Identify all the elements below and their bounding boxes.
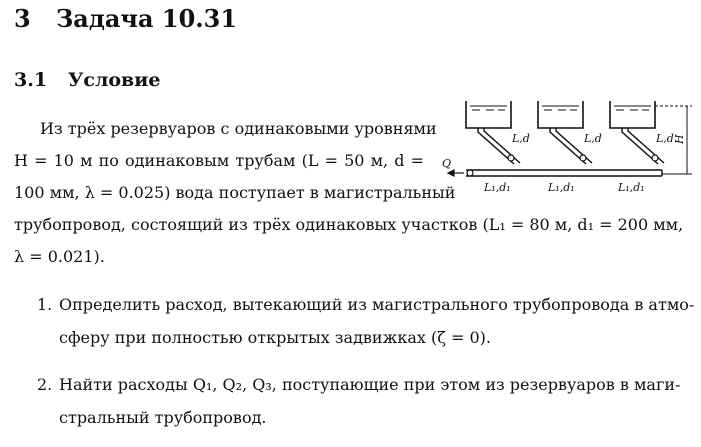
paragraph-line-2: H = 10 м по одинаковым трубам (L = 50 м, d =	[14, 151, 424, 170]
paragraph-line-4: трубопровод, состоящий из трёх одинаковых участков (L₁ = 80 м, d₁ = 200 мм,	[14, 215, 684, 234]
list-item-2-line-2: стральный трубопровод.	[59, 408, 267, 427]
segment-label-2: L₁,d₁	[548, 181, 575, 194]
pipe-label-3: L,d	[656, 132, 674, 145]
paragraph-line-5: λ = 0.021).	[14, 247, 105, 266]
section-heading	[14, 4, 237, 33]
segment-label-3: L₁,d₁	[618, 181, 645, 194]
list-marker-1: 1.	[37, 295, 53, 314]
paragraph-line-3: 100 мм, λ = 0.025) вода поступает в магистральный	[14, 183, 456, 202]
flow-label: Q	[442, 157, 452, 170]
height-label: H	[673, 134, 686, 144]
section-number: 3	[14, 4, 31, 33]
pipe-label-2: L,d	[584, 132, 602, 145]
list-item-1-line-1: Определить расход, вытекающий из магистрального трубопровода в атмо-	[59, 295, 695, 314]
subsection-title: Условие	[68, 69, 161, 91]
subsection-number: 3.1	[14, 69, 48, 91]
list-marker-2: 2.	[37, 375, 53, 394]
list-item-2-line-1: Найти расходы Q₁, Q₂, Q₃, поступающие при этом из резервуаров в маги-	[59, 375, 681, 394]
list-item-1-line-2: сферу при полностью открытых задвижках (ζ = 0).	[59, 328, 491, 347]
paragraph-line-1: Из трёх резервуаров с одинаковыми уровнями	[40, 119, 437, 138]
segment-label-1: L₁,d₁	[484, 181, 511, 194]
reservoirs-figure	[440, 94, 695, 200]
section-title: Задача 10.31	[56, 4, 238, 33]
subsection-heading	[14, 69, 160, 91]
reservoirs-diagram	[440, 94, 695, 200]
pipe-label-1: L,d	[512, 132, 530, 145]
